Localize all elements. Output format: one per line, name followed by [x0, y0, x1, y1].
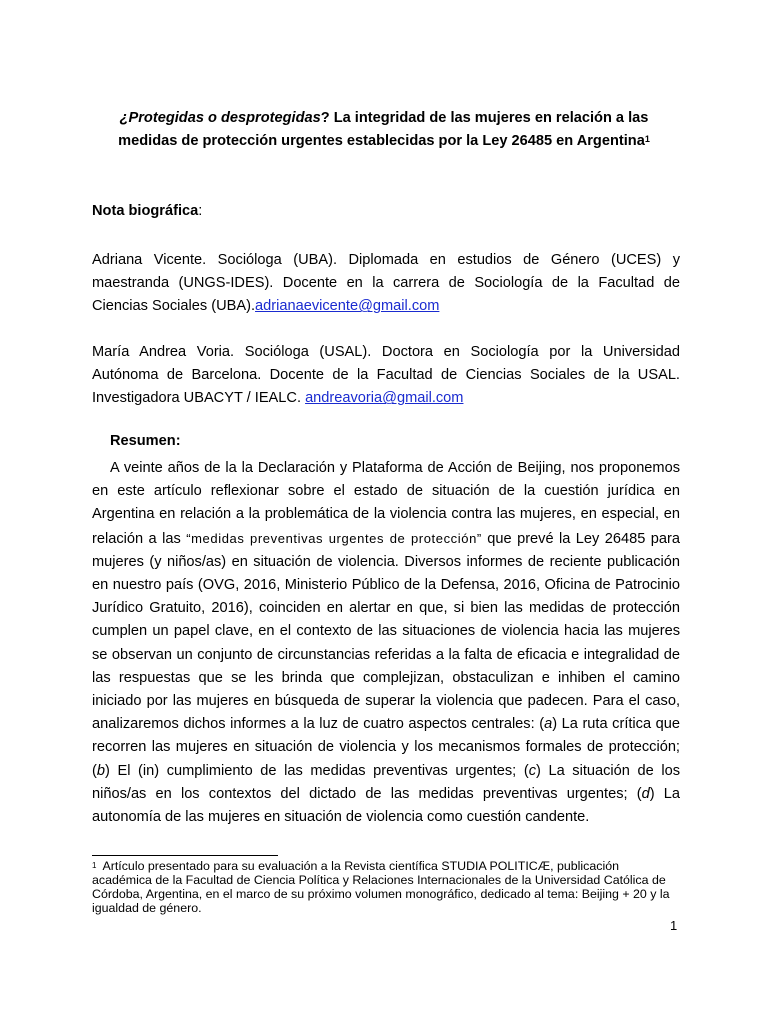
- abstract-text-5: ) La situación de los niños/as en los contextos del dictado de las medidas preventivas urgentes; (: [92, 762, 680, 802]
- title-italic-part: ¿Protegidas o desprotegidas: [119, 110, 321, 126]
- abstract-heading: Resumen:: [110, 433, 181, 449]
- email-link-vicente[interactable]: adrianaevicente@gmail.com: [255, 298, 440, 315]
- abstract-quoted-term: “medidas preventivas urgentes de protección”: [186, 530, 482, 546]
- abstract-item-b: b: [96, 762, 105, 779]
- abstract-item-c: c: [528, 762, 536, 779]
- abstract-item-d: d: [641, 785, 650, 802]
- footnote-text: Artículo presentado para su evaluación a la Revista científica STUDIA POLITICÆ, publicación académica de la Facultad de Ciencia Política y Relaciones Internacionales de la Universidad Católica de Córdoba, Argentina, en el marco de su próximo volumen monográfico, dedicado al tema: Beijing + 20 y la igualdad de género.: [92, 859, 670, 915]
- bio-text: Adriana Vicente. Socióloga (UBA). Diplomada en estudios de Género (UCES) y maestranda (UNGS-IDES). Docente en la carrera de Sociología de la Facultad de Ciencias Sociales (UBA).: [92, 252, 680, 315]
- bio-label: [92, 203, 202, 219]
- abstract-text-4: ) El (in) cumplimiento de las medidas preventivas urgentes; (: [105, 762, 529, 779]
- abstract-text-6: ) La autonomía de las mujeres en situación de violencia como cuestión candente.: [92, 785, 680, 826]
- footnote-divider: [92, 855, 278, 856]
- title-line2: medidas de protección urgentes establecidas por la Ley 26485 en Argentina: [118, 133, 645, 149]
- abstract-text-3: ) La ruta crítica que recorren las mujeres en situación de violencia y los mecanismos formales de protección; (: [92, 716, 681, 779]
- bio-paragraph-vicente: [92, 249, 680, 319]
- abstract-text-1: A veinte años de la la Declaración y Plataforma de Acción de Beijing, nos proponemos en este artículo reflexionar sobre el estado de situación de la cuestión jurídica en Argentina en relación a la problemática de la violencia contra las mujeres, en especial, en relación a las: [92, 460, 680, 547]
- page-number: 1: [670, 918, 678, 933]
- document-title: [92, 107, 676, 153]
- bio-label-text: Nota biográfica: [92, 203, 199, 219]
- email-link-voria[interactable]: andreavoria@gmail.com: [305, 390, 464, 407]
- bio-label-colon: :: [198, 203, 203, 219]
- abstract-paragraph: [92, 457, 680, 829]
- footnote: [92, 859, 682, 915]
- title-footnote-mark: 1: [644, 134, 650, 144]
- abstract-text-2: que prevé la Ley 26485 para mujeres (y niños/as) en situación de violencia. Diversos informes de reciente publicación en nuestro país (OVG, 2016, Ministerio Público de la Defensa, 2016, Oficina de Patrocinio Jurídico Gratuito, 2016), coinciden en alertar en que, si bien las medidas de protección cumplen un papel clave, en el contexto de las situaciones de violencia hacia las mujeres se observan un conjunto de circunstancias referidas a la falta de eficacia e integralidad de las respuestas que se les brinda que complejizan, obstaculizan e inhiben el camino iniciado por las mujeres en búsqueda de superar la violencia que padecen. Para el caso, analizaremos dichos informes a la luz de cuatro aspectos centrales: (: [92, 530, 680, 733]
- title-line1-rest: ? La integridad de las mujeres en relación a las: [320, 110, 649, 126]
- bio-paragraph-voria: [92, 341, 680, 411]
- footnote-mark: 1: [92, 861, 97, 870]
- abstract-item-a: a: [544, 716, 553, 733]
- bio-text: María Andrea Voria. Socióloga (USAL). Doctora en Sociología por la Universidad Autónoma de Barcelona. Docente de la Facultad de Ciencias Sociales de la USAL. Investigadora UBACYT / IEALC.: [92, 344, 680, 407]
